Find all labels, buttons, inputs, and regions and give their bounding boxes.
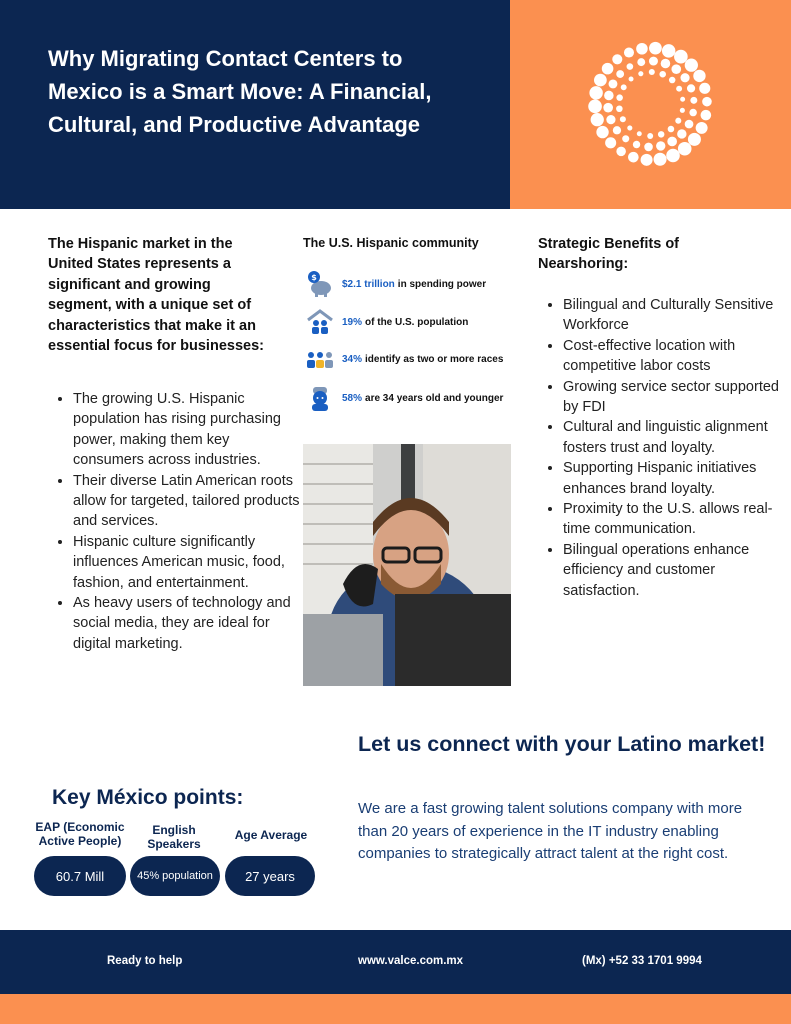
bottom-accent-strip (0, 994, 791, 1024)
svg-text:$: $ (311, 273, 317, 282)
community-title: The U.S. Hispanic community (303, 236, 479, 250)
list-item: • The growing U.S. Hispanic population has rising purchasing power, making them key consumers across industries. (73, 389, 303, 471)
stat-multiracial (306, 345, 526, 373)
list-item: • As heavy users of technology and social media, they are ideal for digital marketing. (73, 593, 303, 654)
young-person-icon (306, 384, 334, 412)
stat-population-share (306, 308, 526, 336)
stat-text: of the U.S. population (365, 316, 469, 328)
list-item: • Hispanic culture significantly influences American music, food, fashion, and entertainment. (73, 532, 303, 593)
nearshoring-title: Strategic Benefits of Nearshoring: (538, 236, 679, 273)
intro-paragraph: The Hispanic market in the United States represents a significant and growing segment, with a unique set of characteristics that make it an essential focus for businesses: (48, 236, 264, 355)
list-item: • Growing service sector supported by FDI (563, 377, 788, 418)
piggy-bank-icon (306, 270, 334, 298)
key-point-value: 27 years (225, 856, 315, 896)
footer-tagline: Ready to help (107, 955, 183, 967)
key-point-value: 45% population (130, 856, 220, 896)
list-item: • Bilingual operations enhance efficiency and customer satisfaction. (563, 540, 788, 601)
stat-spending-power (306, 270, 526, 298)
call-agent-photo (303, 444, 511, 686)
key-point-label: English Speakers (147, 823, 201, 851)
stat-highlight: 34% (342, 353, 363, 365)
stat-young-age (306, 384, 526, 412)
stat-text: in spending power (397, 278, 487, 290)
footer-website-link[interactable]: www.valce.com.mx (358, 955, 464, 967)
list-item: • Cost-effective location with competitive labor costs (563, 336, 788, 377)
people-group-icon (306, 345, 334, 373)
stat-highlight: 58% (342, 392, 363, 404)
list-item: • Their diverse Latin American roots allow for targeted, tailored products and services. (73, 471, 303, 532)
footer-phone[interactable]: (Mx) +52 33 1701 9994 (582, 955, 702, 967)
company-description: We are a fast growing talent solutions company with more than 20 years of experience in the IT industry enabling companies to strategically attract talent at the right cost. (358, 800, 743, 862)
stat-highlight: 19% (342, 316, 363, 328)
list-item: • Supporting Hispanic initiatives enhances brand loyalty. (563, 458, 788, 499)
connect-heading: Let us connect with your Latino market! (358, 732, 766, 756)
key-points-title: Key México points: (52, 786, 244, 809)
key-point-value: 60.7 Mill (34, 856, 126, 896)
nearshoring-benefits-list (538, 295, 788, 601)
key-point-label: Age Average (234, 828, 308, 842)
family-house-icon (306, 308, 334, 336)
stat-highlight: $2.1 trillion (342, 278, 395, 290)
list-item: • Cultural and linguistic alignment fosters trust and loyalty. (563, 417, 788, 458)
logo-dots-icon (586, 40, 716, 168)
hispanic-market-list (48, 389, 303, 654)
list-item: • Bilingual and Culturally Sensitive Workforce (563, 295, 788, 336)
stat-text: identify as two or more races (365, 353, 504, 365)
key-point-label: EAP (Economic Active People) (35, 820, 125, 848)
list-item: • Proximity to the U.S. allows real-time communication. (563, 499, 788, 540)
page-title: Why Migrating Contact Centers to Mexico is a Smart Move: A Financial, Cultural, and Productive Advantage (48, 46, 432, 137)
stat-text: are 34 years old and younger (365, 392, 504, 404)
